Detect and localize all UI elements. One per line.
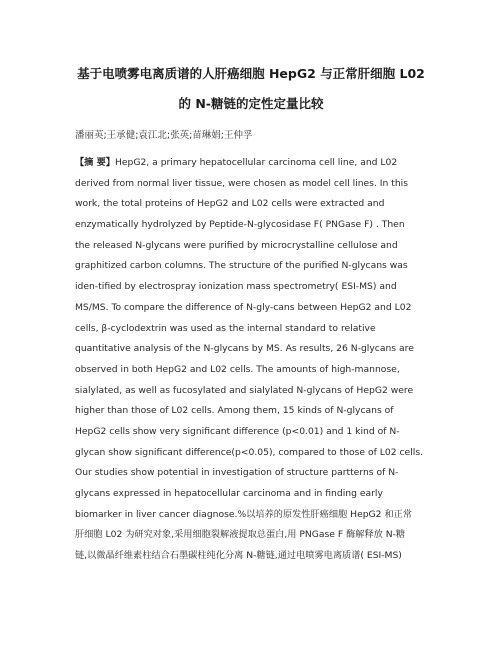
abstract-line: observed in both HepG2 and L02 cells. The amounts of high-mannose, (75, 363, 400, 375)
abstract-line: MS/MS. To compare the difference of N-gly-cans between HepG2 and L02 (75, 301, 412, 313)
abstract-line: glycans expressed in hepatocellular carcinoma and in finding early (75, 488, 383, 499)
title-line-1: 基于电喷雾电离质谱的人肝癌细胞 HepG2 与正常肝细胞 L02 (77, 66, 425, 81)
abstract-line: Our studies show potential in investigation of structure partterns of N- (75, 467, 399, 479)
abstract-line: cells, β-cyclodextrin was used as the internal standard to relative (75, 322, 376, 334)
author-list: 潘丽英;王承健;袁江北;张英;苗琳娟;王仲孚 (75, 130, 253, 141)
title-line-2: 的 N-糖链的定性定量比较 (178, 96, 324, 111)
abstract-line: derived from normal liver tissue, were chosen as model cell lines. In this (75, 177, 409, 189)
abstract-line: graphitized carbon columns. The structure of the purified N-glycans was (75, 260, 408, 272)
abstract-line: iden-tified by electrospray ionization mass spectrometry( ESI-MS) and (75, 281, 397, 293)
abstract-line: quantitative analysis of the N-glycans by MS. As results, 26 N-glycans are (75, 343, 414, 355)
abstract-line: glycan show significant difference(p<0.05), compared to those of L02 cells. (75, 446, 424, 458)
abstract-line: HepG2 cells show very significant difference (p<0.01) and 1 kind of N- (75, 425, 400, 437)
abstract (75, 153, 435, 567)
abstract-line: 肝细胞 L02 为研究对象,采用细胞裂解液提取总蛋白,用 PNGase F 酶解释放 N-糖 (75, 529, 406, 541)
abstract-line: sialylated, as well as fucosylated and sialylated N-glycans of HepG2 were (75, 384, 414, 396)
abstract-text: HepG2, a primary hepatocellular carcinoma cell line, and L02 (114, 157, 398, 168)
abstract-line: 链,以微晶纤维素柱结合石墨碳柱纯化分离 N-糖链,通过电喷雾电离质谱( ESI-MS) (75, 550, 402, 562)
abstract-line: enzymatically hydrolyzed by Peptide-N-glycosidase F( PNGase F) . Then (75, 219, 405, 231)
abstract-line: biomarker in liver cancer diagnose.%以培养的原发性肝癌细胞 HepG2 和正常 (75, 508, 413, 520)
abstract-line (75, 153, 435, 174)
abstract-line: the released N-glycans were purified by microcrystalline cellulose and (75, 239, 398, 251)
abstract-line: work, the total proteins of HepG2 and L02 cells were extracted and (75, 198, 385, 210)
abstract-label: 【摘 要】 (75, 157, 115, 168)
abstract-line: higher than those of L02 cells. Among them, 15 kinds of N-glycans of (75, 405, 394, 417)
